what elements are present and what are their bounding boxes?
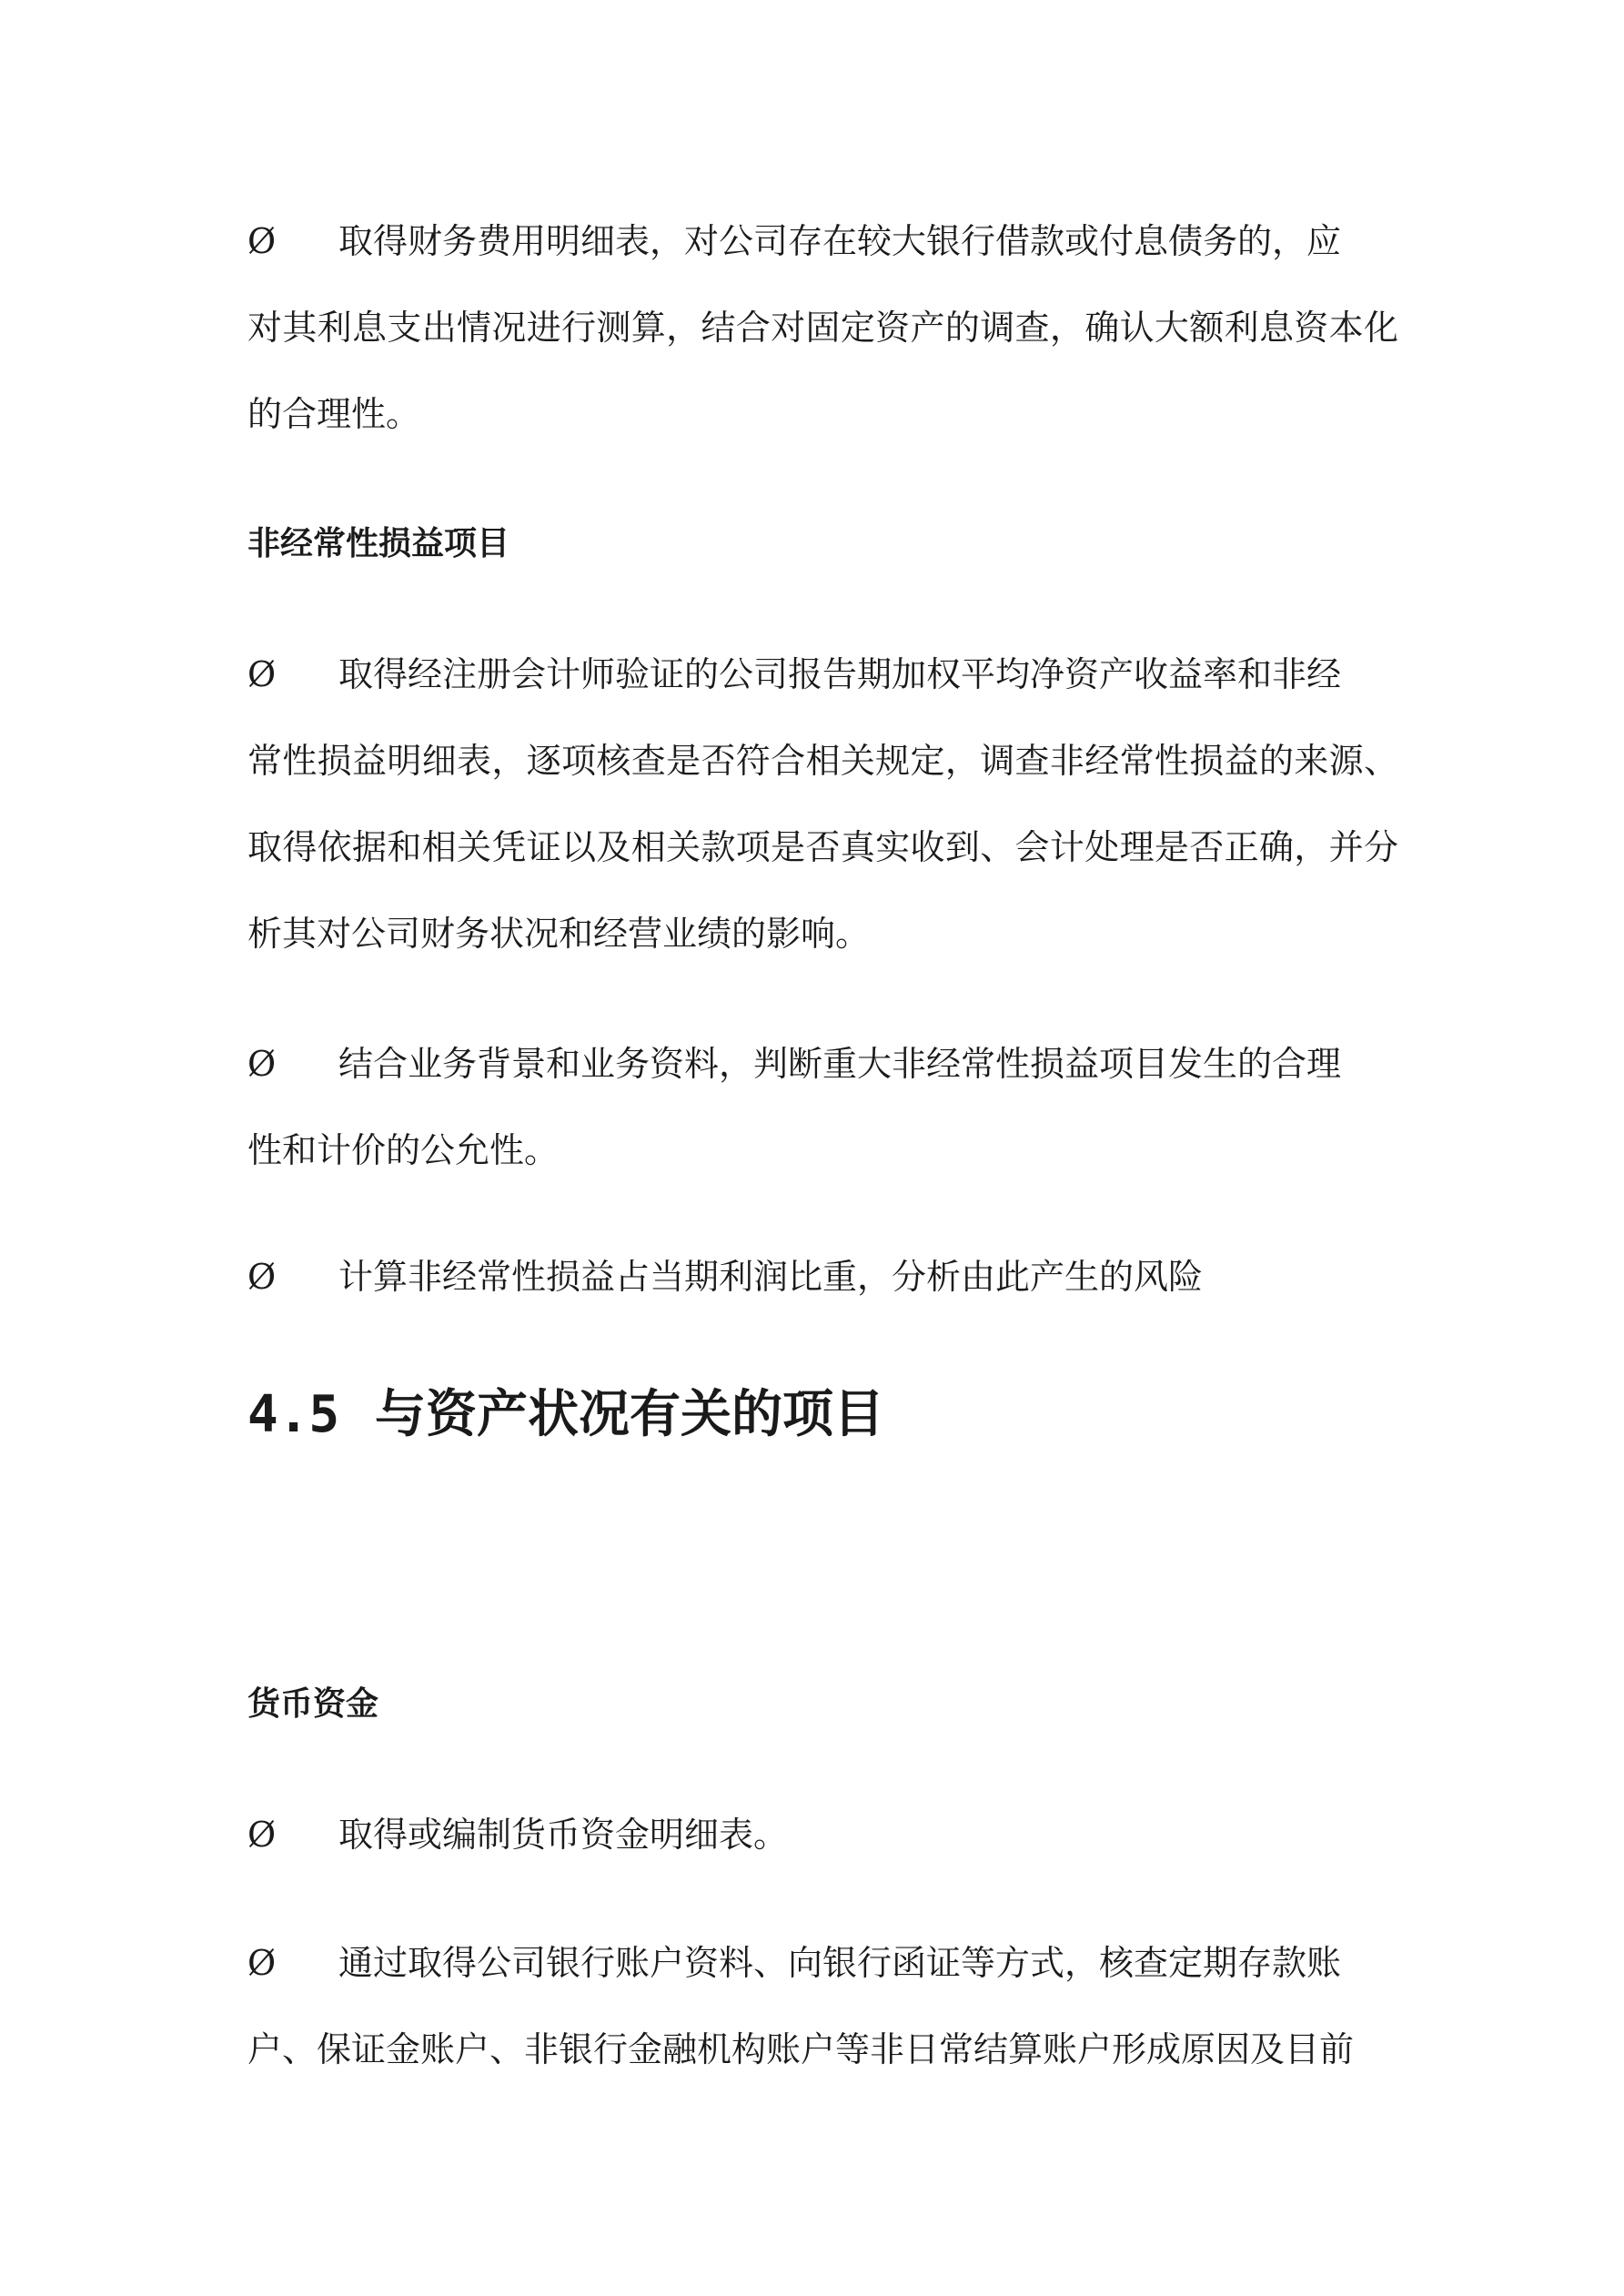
paragraph-continuation: 常性损益明细表，逐项核查是否符合相关规定，调查非经常性损益的来源、取得依据和相关凭证以及相关款项是否真实收到、会计处理是否正确，并分析其对公司财务状况和经营业绩的影响。 <box>247 741 1398 954</box>
bullet-icon: Ø <box>247 1044 277 1084</box>
section-number: 4.5 <box>247 1385 340 1444</box>
paragraph-bank-accounts <box>247 1920 1398 2093</box>
paragraph-cash-schedule <box>247 1792 1398 1878</box>
bullet-icon: Ø <box>247 1943 277 1983</box>
paragraph-non-recurring-detail <box>247 632 1398 977</box>
paragraph-first-line: Ø 取得经注册会计师验证的公司报告期加权平均净资产收益率和非经 <box>247 632 1398 718</box>
paragraph-profit-ratio <box>247 1234 1398 1320</box>
paragraph-business-background <box>247 1021 1398 1194</box>
paragraph-finance-expense <box>247 198 1398 458</box>
paragraph-first-line: Ø 取得或编制货币资金明细表。 <box>247 1792 1398 1878</box>
bullet-icon: Ø <box>247 654 277 694</box>
paragraph-first-line: Ø 结合业务背景和业务资料，判断重大非经常性损益项目发生的合理 <box>247 1021 1398 1108</box>
paragraph-continuation: 性和计价的公允性。 <box>247 1130 560 1170</box>
section-title-4-5 <box>247 1374 884 1456</box>
paragraph-first-line: Ø 通过取得公司银行账户资料、向银行函证等方式，核查定期存款账 <box>247 1920 1398 2007</box>
heading-non-recurring: 非经常性损益项目 <box>247 525 510 562</box>
paragraph-first-line: Ø 取得财务费用明细表，对公司存在较大银行借款或付息债务的，应 <box>247 198 1398 285</box>
heading-cash: 货币资金 <box>247 1685 379 1723</box>
paragraph-first-line: Ø 计算非经常性损益占当期利润比重，分析由此产生的风险 <box>247 1234 1398 1320</box>
bullet-icon: Ø <box>247 1257 277 1297</box>
paragraph-continuation: 户、保证金账户、非银行金融机构账户等非日常结算账户形成原因及目前 <box>247 2029 1355 2069</box>
section-title-text: 与资产状况有关的项目 <box>375 1385 884 1444</box>
bullet-icon: Ø <box>247 221 277 261</box>
paragraph-continuation: 对其利息支出情况进行测算，结合对固定资产的调查，确认大额利息资本化的合理性。 <box>247 308 1398 434</box>
bullet-icon: Ø <box>247 1815 277 1855</box>
